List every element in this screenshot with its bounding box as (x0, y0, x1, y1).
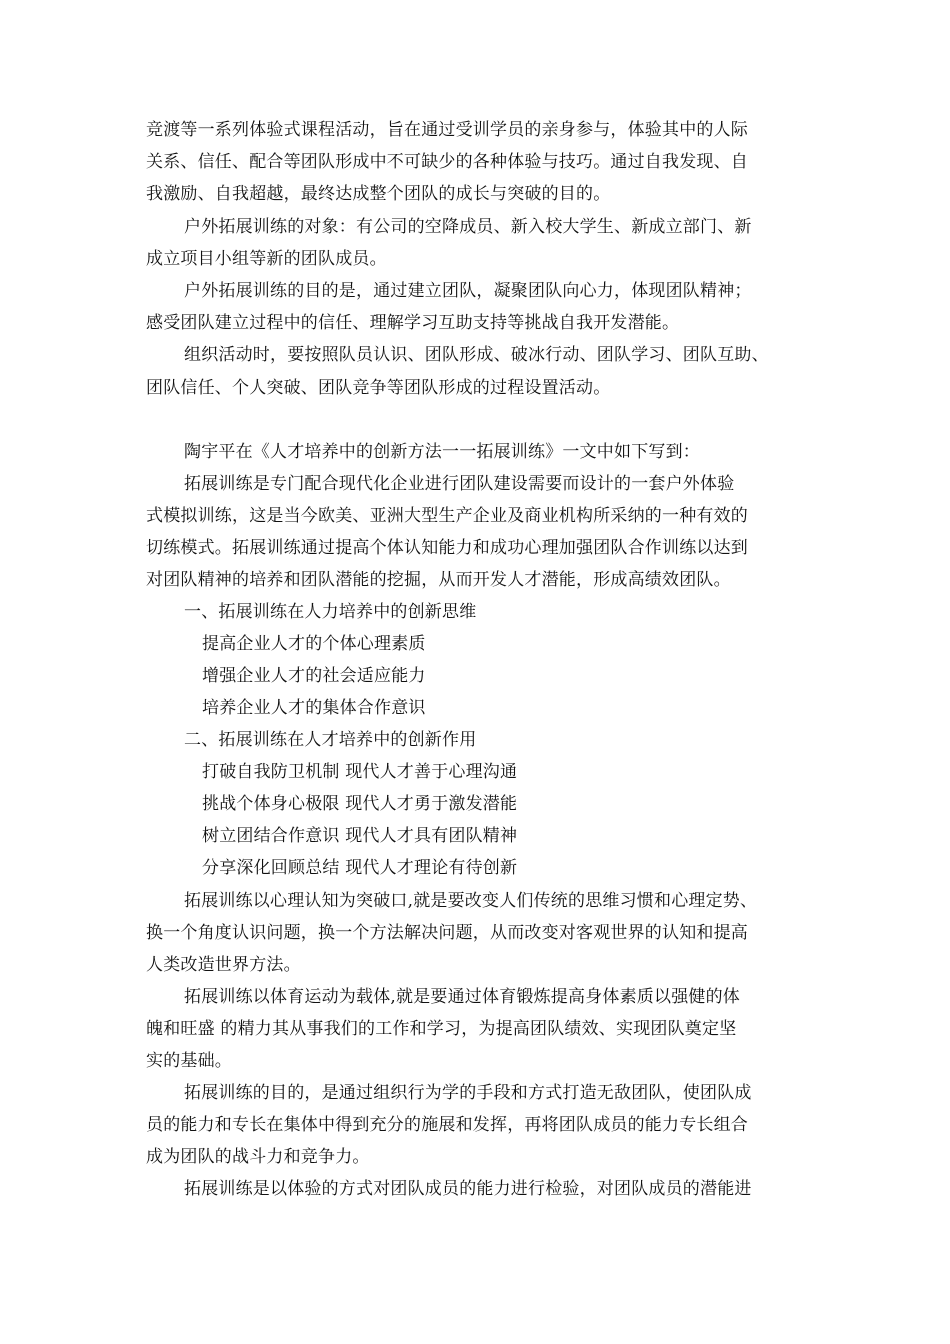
section-heading: 一、拓展训练在人力培养中的创新思维 (184, 602, 477, 622)
text-line: 团队信任、个人突破、团队竞争等团队形成的过程设置活动。 (146, 378, 611, 398)
text-line: 拓展训练是以体验的方式对团队成员的能力进行检验，对团队成员的潜能进 (184, 1179, 752, 1199)
list-item: 打破自我防卫机制 现代人才善于心理沟通 (202, 762, 518, 782)
section-heading: 二、拓展训练在人才培养中的创新作用 (184, 730, 477, 750)
list-item: 增强企业人才的社会适应能力 (202, 666, 426, 686)
text-line: 户外拓展训练的对象：有公司的空降成员、新入校大学生、新成立部门、新 (184, 217, 752, 237)
text-line: 换一个角度认识问题，换一个方法解决问题，从而改变对客观世界的认知和提高 (146, 923, 748, 943)
text-line: 陶宇平在《人才培养中的创新方法一一拓展训练》一文中如下写到： (184, 442, 700, 462)
text-line: 我激励、自我超越，最终达成整个团队的成长与突破的目的。 (146, 184, 611, 204)
text-line: 竞渡等一系列体验式课程活动，旨在通过受训学员的亲身参与，体验其中的人际 (146, 120, 748, 140)
text-line: 式模拟训练，这是当今欧美、亚洲大型生产企业及商业机构所采纳的一种有效的 (146, 506, 748, 526)
list-item: 挑战个体身心极限 现代人才勇于激发潜能 (202, 794, 518, 814)
text-line: 对团队精神的培养和团队潜能的挖掘，从而开发人才潜能，形成高绩效团队。 (146, 570, 731, 590)
text-line: 成为团队的战斗力和竞争力。 (146, 1147, 370, 1167)
list-item: 培养企业人才的集体合作意识 (202, 698, 426, 718)
text-line: 拓展训练以心理认知为突破口,就是要改变人们传统的思维习惯和心理定势、 (184, 891, 758, 911)
text-line: 拓展训练的目的，是通过组织行为学的手段和方式打造无敌团队，使团队成 (184, 1083, 752, 1103)
text-line: 实的基础。 (146, 1051, 232, 1071)
text-line: 组织活动时，要按照队员认识、团队形成、破冰行动、团队学习、团队互助、 (184, 345, 769, 365)
text-line: 人类改造世界方法。 (146, 955, 301, 975)
text-line: 关系、信任、配合等团队形成中不可缺少的各种体验与技巧。通过自我发现、自 (146, 152, 748, 172)
text-line: 切练模式。拓展训练通过提高个体认知能力和成功心理加强团队合作训练以达到 (146, 538, 748, 558)
list-item: 提高企业人才的个体心理素质 (202, 634, 426, 654)
text-line: 成立项目小组等新的团队成员。 (146, 249, 387, 269)
text-line: 魄和旺盛 的精力其从事我们的工作和学习，为提高团队绩效、实现团队奠定坚 (146, 1019, 737, 1039)
text-line: 拓展训练以体育运动为载体,就是要通过体育锻炼提高身体素质以强健的体 (184, 987, 741, 1007)
list-item: 分享深化回顾总结 现代人才理论有待创新 (202, 858, 518, 878)
list-item: 树立团结合作意识 现代人才具有团队精神 (202, 826, 518, 846)
text-line: 拓展训练是专门配合现代化企业进行团队建设需要而设计的一套户外体验 (184, 474, 735, 494)
text-line: 员的能力和专长在集体中得到充分的施展和发挥，再将团队成员的能力专长组合 (146, 1115, 748, 1135)
text-line: 感受团队建立过程中的信任、理解学习互助支持等挑战自我开发潜能。 (146, 313, 680, 333)
text-line: 户外拓展训练的目的是，通过建立团队，凝聚团队向心力，体现团队精神； (184, 281, 752, 301)
